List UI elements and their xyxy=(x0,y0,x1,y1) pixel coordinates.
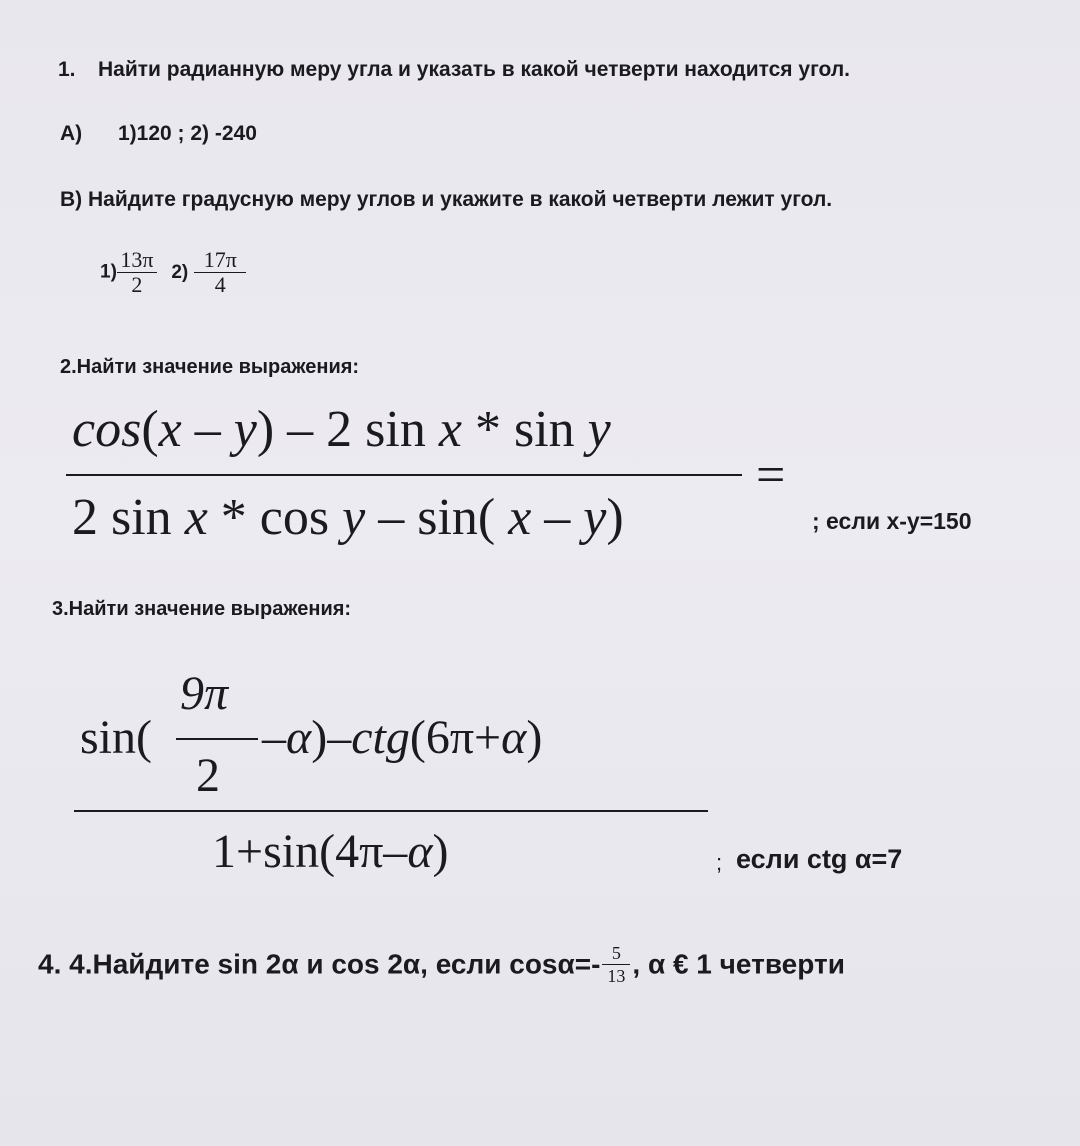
times-sin: * sin xyxy=(461,401,588,458)
minus: – xyxy=(181,401,234,458)
var-x: x xyxy=(184,489,208,546)
var-x: x xyxy=(438,401,462,458)
alpha: α xyxy=(286,711,312,764)
task3-fraction-bar xyxy=(74,810,708,812)
task2-denominator xyxy=(72,488,624,547)
task3-semicolon: ; xyxy=(716,850,723,875)
minus: – xyxy=(531,489,584,546)
paren: ) xyxy=(256,401,275,458)
times-cos: * cos xyxy=(207,489,343,546)
fraction-1-label: 1) xyxy=(100,261,117,283)
task3-condition: если ctg α=7 xyxy=(736,844,903,874)
task4-frac-denominator: 13 xyxy=(602,964,630,987)
fraction-2 xyxy=(194,248,246,297)
paren: ) xyxy=(432,825,449,878)
minus: – xyxy=(262,711,286,764)
task2-numerator xyxy=(72,400,611,459)
task3-frac-numerator: 9π xyxy=(180,667,229,720)
one-plus-sin: 1+sin(4π– xyxy=(212,825,408,878)
ctg-args: (6π+ xyxy=(409,711,502,764)
task4-fraction xyxy=(602,942,630,987)
paren: ( xyxy=(141,401,159,458)
task3-denominator xyxy=(212,824,449,879)
task3-frac-denominator: 2 xyxy=(196,749,220,802)
task4-text: 4. 4.Найдите sin 2α и cos 2α, если cosα=- xyxy=(38,948,601,980)
task4-tail: , α € 1 четверти xyxy=(632,948,845,980)
task3-sin: sin( xyxy=(80,711,152,764)
task1-fractions xyxy=(100,248,246,297)
fraction-1 xyxy=(117,248,157,297)
fraction-2-denominator: 4 xyxy=(194,272,246,297)
paren-minus: )– xyxy=(311,711,352,764)
task2-fraction-bar xyxy=(66,474,742,476)
alpha: α xyxy=(407,825,433,878)
var-y: y xyxy=(583,489,607,546)
task1-number: 1. xyxy=(58,58,76,81)
fraction-1-denominator: 2 xyxy=(117,272,157,297)
cos-text: cos xyxy=(72,401,142,458)
task1-title: Найти радианную меру угла и указать в какой четверти находится угол. xyxy=(98,58,851,81)
alpha: α xyxy=(501,711,527,764)
var-x: x xyxy=(158,401,182,458)
task2-equals: = xyxy=(756,447,786,504)
task4-line xyxy=(38,942,845,987)
task1-partA-values: 1)120 ; 2) -240 xyxy=(118,122,257,145)
paren: ) xyxy=(606,489,624,546)
fraction-1-numerator: 13π xyxy=(120,247,154,272)
task3-title: 3.Найти значение выражения: xyxy=(52,598,352,620)
task3-numerator-rest xyxy=(262,710,542,765)
minus-sin: – sin( xyxy=(365,489,509,546)
two-sin: 2 sin xyxy=(72,489,185,546)
task1-partA-label: А) xyxy=(60,122,83,145)
task4-frac-numerator: 5 xyxy=(611,943,621,963)
task2-condition: ; если х-у=150 xyxy=(812,508,972,534)
var-y: y xyxy=(342,489,366,546)
task1-partB-text: В) Найдите градусную меру углов и укажите в какой четверти лежит угол. xyxy=(60,188,833,211)
var-y: y xyxy=(233,401,257,458)
fraction-2-label: 2) xyxy=(171,261,189,283)
ctg-text: ctg xyxy=(351,711,410,764)
paren: ) xyxy=(526,711,543,764)
fraction-2-numerator: 17π xyxy=(203,247,237,272)
minus-2sin: – 2 sin xyxy=(274,401,439,458)
var-x: x xyxy=(508,489,532,546)
task3-inner-fraction-bar xyxy=(176,738,258,740)
task2-title: 2.Найти значение выражения: xyxy=(60,356,360,378)
var-y: y xyxy=(587,401,611,458)
